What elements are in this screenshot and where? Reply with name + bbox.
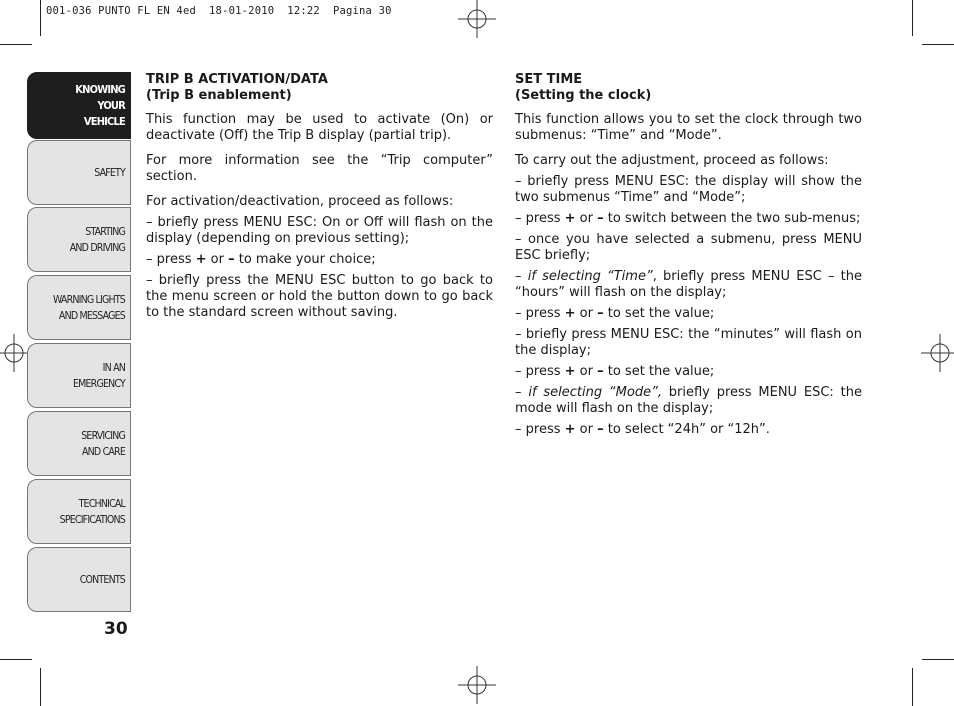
minus-symbol: – bbox=[228, 252, 235, 267]
crop-mark bbox=[0, 659, 32, 660]
tab-label: SAFETY bbox=[94, 166, 125, 179]
list-item: – briefly press MENU ESC: the “minutes” will flash on the display; bbox=[515, 327, 862, 358]
tab-label: STARTING AND DRIVING bbox=[69, 225, 125, 254]
list-item: – briefly press MENU ESC: On or Off will flash on the display (depending on previous setting); bbox=[146, 215, 493, 246]
left-column bbox=[146, 72, 493, 326]
tab-safety[interactable] bbox=[27, 140, 131, 205]
plus-symbol: + bbox=[195, 252, 207, 267]
list-item: – press + or – to make your choice; bbox=[146, 252, 376, 267]
paragraph: For activation/deactivation, proceed as follows: bbox=[146, 194, 454, 209]
list-item: – press + or – to select “24h” or “12h”. bbox=[515, 422, 770, 437]
tab-contents[interactable] bbox=[27, 547, 131, 612]
registration-mark-icon bbox=[458, 0, 496, 38]
minus-symbol: – bbox=[597, 364, 604, 379]
registration-mark-icon bbox=[458, 666, 496, 704]
paragraph: To carry out the adjustment, proceed as follows: bbox=[515, 153, 829, 168]
paragraph: This function may be used to activate (On) or deactivate (Off) the Trip B display (partial trip). bbox=[146, 112, 493, 143]
section-title-trip-b bbox=[146, 72, 493, 104]
title-line: (Trip B enablement) bbox=[146, 88, 292, 103]
list-item: – if selecting “Mode”, briefly press MENU ESC: the mode will flash on the display; bbox=[515, 385, 862, 416]
tab-label: TECHNICAL SPECIFICATIONS bbox=[59, 497, 125, 526]
tab-label: SERVICING AND CARE bbox=[81, 429, 125, 458]
tab-starting-and-driving[interactable] bbox=[27, 207, 131, 272]
tab-label: IN AN EMERGENCY bbox=[73, 361, 125, 390]
section-title-set-time bbox=[515, 72, 862, 104]
crop-mark bbox=[40, 668, 41, 706]
tab-label: CONTENTS bbox=[79, 573, 125, 586]
title-line: (Setting the clock) bbox=[515, 88, 652, 103]
list-item: – if selecting “Time”, briefly press MENU ESC – the “hours” will flash on the display; bbox=[515, 269, 862, 300]
tab-in-an-emergency[interactable] bbox=[27, 343, 131, 408]
print-header: 001-036 PUNTO FL EN 4ed 18-01-2010 12:22 Pagina 30 bbox=[46, 5, 392, 17]
crop-mark bbox=[922, 44, 954, 45]
paragraph: This function allows you to set the clock through two submenus: “Time” and “Mode”. bbox=[515, 112, 862, 143]
crop-mark bbox=[40, 0, 41, 36]
list-item: – once you have selected a submenu, press MENU ESC briefly; bbox=[515, 232, 862, 263]
paragraph: For more information see the “Trip computer” section. bbox=[146, 153, 493, 184]
title-line: SET TIME bbox=[515, 72, 583, 87]
minus-symbol: – bbox=[597, 306, 604, 321]
list-item: – press + or – to set the value; bbox=[515, 364, 715, 379]
list-item: – briefly press the MENU ESC button to go back to the menu screen or hold the button down to go back to the standard screen without saving. bbox=[146, 273, 493, 320]
tab-warning-lights[interactable] bbox=[27, 275, 131, 340]
list-item: – briefly press MENU ESC: the display will show the two submenus “Time” and “Mode”; bbox=[515, 174, 862, 205]
minus-symbol: – bbox=[597, 211, 604, 226]
crop-mark bbox=[912, 668, 913, 706]
list-item: – press + or – to switch between the two sub-menus; bbox=[515, 211, 861, 226]
crop-mark bbox=[0, 44, 32, 45]
tab-label: KNOWING YOUR VEHICLE bbox=[75, 82, 125, 128]
italic-text: if selecting “Time” bbox=[527, 269, 653, 284]
right-column bbox=[515, 72, 862, 443]
plus-symbol: + bbox=[564, 211, 576, 226]
list-item: – press + or – to set the value; bbox=[515, 306, 715, 321]
crop-mark bbox=[912, 0, 913, 36]
plus-symbol: + bbox=[564, 364, 576, 379]
tab-label: WARNING LIGHTS AND MESSAGES bbox=[52, 293, 125, 322]
crop-mark bbox=[922, 659, 954, 660]
page-number: 30 bbox=[104, 619, 128, 639]
tab-knowing-your-vehicle[interactable] bbox=[27, 72, 131, 139]
italic-text: if selecting “Mode”, bbox=[528, 385, 662, 400]
plus-symbol: + bbox=[564, 422, 576, 437]
minus-symbol: – bbox=[597, 422, 604, 437]
tab-servicing-and-care[interactable] bbox=[27, 411, 131, 476]
plus-symbol: + bbox=[564, 306, 576, 321]
registration-mark-icon bbox=[921, 334, 954, 372]
tab-technical-specifications[interactable] bbox=[27, 479, 131, 544]
title-line: TRIP B ACTIVATION/DATA bbox=[146, 72, 328, 87]
